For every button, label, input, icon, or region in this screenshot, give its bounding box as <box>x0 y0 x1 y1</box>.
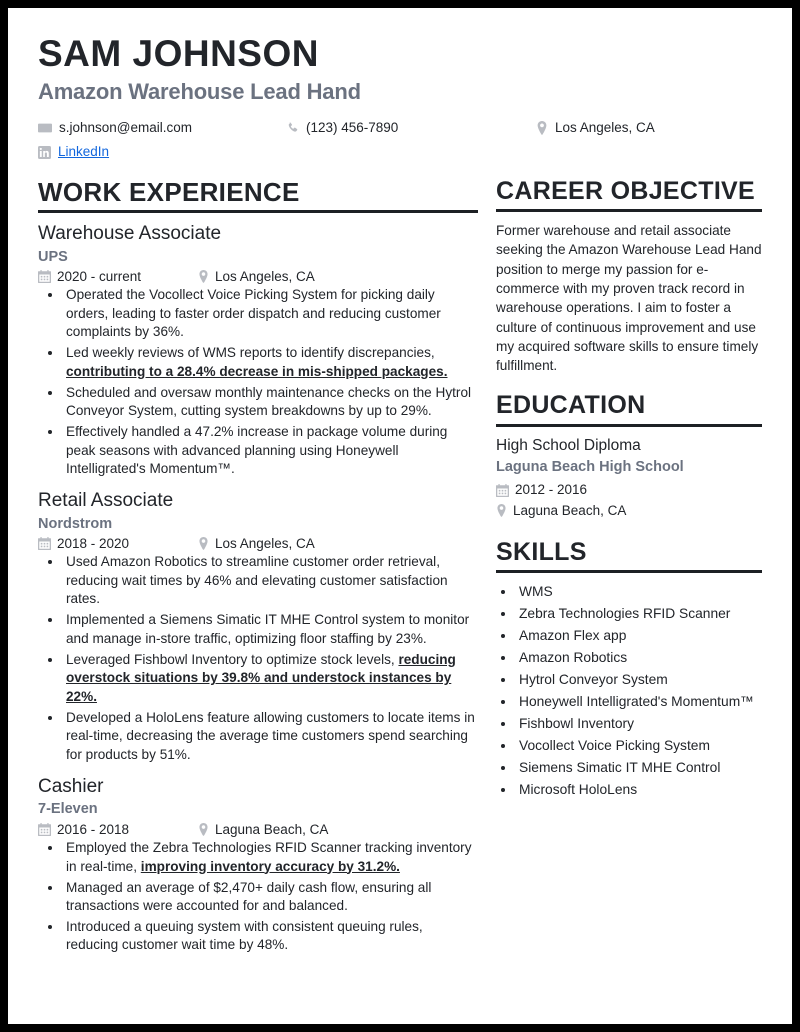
section-education <box>496 391 762 520</box>
skill-item: • Fishbowl Inventory <box>516 714 762 733</box>
job-dates-text: 2016 - 2018 <box>57 822 130 838</box>
job-bullet: • Led weekly reviews of WMS reports to identify discrepancies, contributing to a 28.4% decrease in mis-shipped packages. <box>63 344 478 381</box>
job-title: Warehouse Associate <box>38 223 222 245</box>
skill-item: • WMS <box>516 582 762 601</box>
skill-item: • Zebra Technologies RFID Scanner <box>516 604 762 623</box>
job-bullet: • Developed a HoloLens feature allowing customers to locate items in real-time, decreasing the average time customers spend searching for products by 51%. <box>63 709 478 764</box>
career-objective-text: Former warehouse and retail associate seeking the Amazon Warehouse Lead Hand position to merge my passion for e-commerce with my proven track record in warehouse operations. I aim to foster a culture of continuous improvement and use my acquired software skills to ensure timely fulfillment. <box>496 223 762 374</box>
job-bullet-list <box>38 839 478 955</box>
contact-location-text: Los Angeles, CA <box>555 120 655 136</box>
skill-item: • Amazon Flex app <box>516 626 762 645</box>
bullet-highlight: reducing overstock situations by 39.8% and understock instances by 22%. <box>66 651 456 704</box>
calendar-icon <box>38 823 51 836</box>
job-location <box>198 536 315 551</box>
map-pin-icon <box>536 121 548 135</box>
job-company: 7-Eleven <box>38 801 98 818</box>
education-school: Laguna Beach High School <box>496 458 684 475</box>
job-bullet: • Managed an average of $2,470+ daily cash flow, ensuring all transactions were accounted for and balanced. <box>63 879 478 916</box>
job-location <box>198 269 315 284</box>
education-location <box>496 501 762 521</box>
left-column <box>38 177 496 966</box>
resume-header <box>38 34 762 163</box>
contact-linkedin[interactable] <box>38 142 286 162</box>
calendar-icon <box>38 270 51 283</box>
job-bullet: • Leveraged Fishbowl Inventory to optimize stock levels, reducing overstock situations by 39.8% and understock instances by 22%. <box>63 651 478 706</box>
job-meta <box>38 269 478 284</box>
work-experience-heading: WORK EXPERIENCE <box>38 176 300 207</box>
job-list <box>38 222 478 955</box>
education-heading: EDUCATION <box>496 391 646 420</box>
skill-item: • Vocollect Voice Picking System <box>516 736 762 755</box>
contact-email-text: s.johnson@email.com <box>59 120 193 136</box>
resume-body <box>38 177 762 966</box>
job-location <box>198 822 328 837</box>
contact-location <box>536 118 762 138</box>
right-column <box>496 177 762 803</box>
job-bullet: • Introduced a queuing system with consistent queuing rules, reducing customer wait time by 48%. <box>63 918 478 955</box>
education-degree: High School Diploma <box>496 436 641 454</box>
contact-phone-text: (123) 456-7890 <box>306 120 399 136</box>
job-dates <box>38 536 198 551</box>
calendar-icon <box>496 484 509 497</box>
job-bullet: • Scheduled and oversaw monthly maintenance checks on the Hytrol Conveyor System, cutting system breakdowns by up to 29%. <box>63 384 478 421</box>
job-bullet: • Used Amazon Robotics to streamline customer order retrieval, reducing wait times by 46% and elevating customer satisfaction rates. <box>63 553 478 608</box>
education-rule <box>496 424 762 427</box>
job-entry <box>38 222 478 478</box>
job-location-text: Laguna Beach, CA <box>215 822 329 838</box>
job-bullet: • Implemented a Siemens Simatic IT MHE Control system to monitor and manage in-store traffic, optimizing floor staffing by 23%. <box>63 611 478 648</box>
envelope-icon <box>38 121 52 135</box>
job-dates-text: 2018 - 2020 <box>57 536 130 552</box>
linkedin-icon <box>38 146 51 159</box>
job-location-text: Los Angeles, CA <box>215 269 315 285</box>
skills-heading: SKILLS <box>496 537 587 566</box>
job-dates-text: 2020 - current <box>57 269 142 285</box>
candidate-job-title: Amazon Warehouse Lead Hand <box>38 78 361 104</box>
skill-item: • Amazon Robotics <box>516 648 762 667</box>
job-bullet: • Operated the Vocollect Voice Picking System for picking daily orders, leading to faster order dispatch and reducing customer complaints by 36%. <box>63 286 478 341</box>
contact-phone[interactable] <box>286 118 536 138</box>
bullet-highlight: improving inventory accuracy by 31.2%. <box>140 858 400 874</box>
contact-email[interactable] <box>38 118 286 138</box>
skills-list <box>496 582 762 799</box>
job-company: UPS <box>38 248 68 265</box>
job-bullet: • Employed the Zebra Technologies RFID Scanner tracking inventory in real-time, improving inventory accuracy by 31.2%. <box>63 839 478 876</box>
job-company: Nordstrom <box>38 515 113 532</box>
job-location-text: Los Angeles, CA <box>215 536 315 552</box>
education-list <box>496 436 762 521</box>
job-title: Cashier <box>38 776 104 798</box>
map-pin-icon <box>496 504 507 517</box>
contact-linkedin-text[interactable]: LinkedIn <box>58 144 110 160</box>
job-title: Retail Associate <box>38 490 174 512</box>
skill-item: • Hytrol Conveyor System <box>516 670 762 689</box>
contact-row-secondary <box>38 142 762 162</box>
job-bullet-list <box>38 286 478 478</box>
education-dates <box>496 480 762 500</box>
job-dates <box>38 822 198 837</box>
phone-icon <box>286 121 299 135</box>
job-bullet: • Effectively handled a 47.2% increase in package volume during peak seasons with advanced planning using Honeywell Intelligrated's Momentum™. <box>63 423 478 478</box>
candidate-name: SAM JOHNSON <box>38 33 319 74</box>
skill-item: • Microsoft HoloLens <box>516 780 762 799</box>
skills-rule <box>496 570 762 573</box>
education-entry <box>496 436 762 521</box>
job-entry <box>38 489 478 764</box>
education-location-text: Laguna Beach, CA <box>513 503 627 518</box>
job-entry <box>38 775 478 955</box>
section-skills <box>496 538 762 800</box>
map-pin-icon <box>198 537 209 550</box>
section-work-experience <box>38 177 478 955</box>
job-meta <box>38 822 478 837</box>
section-career-objective <box>496 177 762 376</box>
map-pin-icon <box>198 823 209 836</box>
skill-item: • Siemens Simatic IT MHE Control <box>516 758 762 777</box>
calendar-icon <box>38 537 51 550</box>
education-dates-text: 2012 - 2016 <box>515 482 588 498</box>
skill-item: • Honeywell Intelligrated's Momentum™ <box>516 692 762 711</box>
contact-row-primary <box>38 118 762 138</box>
work-experience-rule <box>38 210 478 213</box>
career-objective-heading: CAREER OBJECTIVE <box>496 176 756 205</box>
job-meta <box>38 536 478 551</box>
job-bullet-list <box>38 553 478 764</box>
bullet-highlight: contributing to a 28.4% decrease in mis-shipped packages. <box>66 363 448 379</box>
job-dates <box>38 269 198 284</box>
career-objective-rule <box>496 209 762 212</box>
resume-page <box>8 8 792 1024</box>
map-pin-icon <box>198 270 209 283</box>
